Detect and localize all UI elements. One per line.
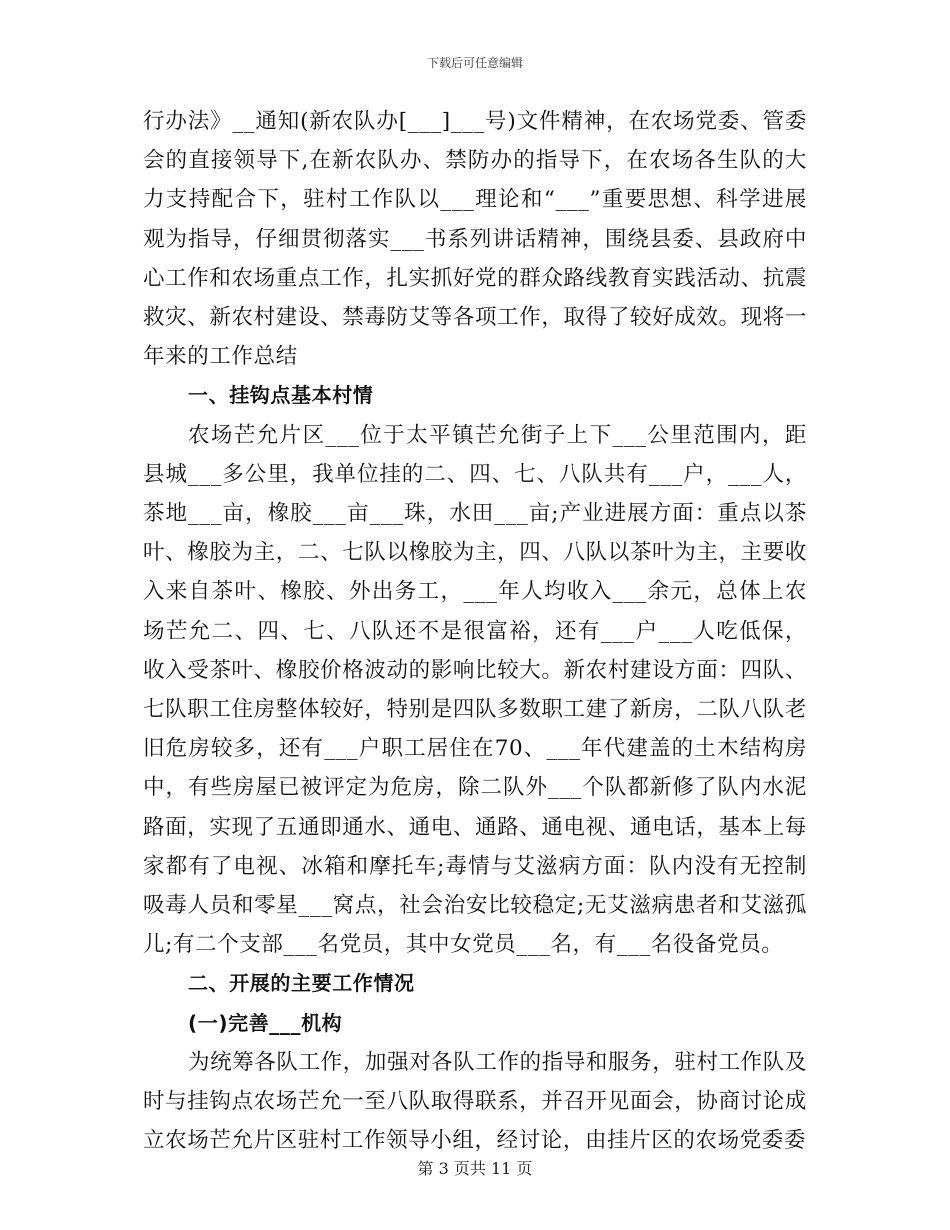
organization-paragraph: 为统筹各队工作，加强对各队工作的指导和服务，驻村工作队及时与挂钩点农场芒允一至八队取得联系，并召开见面会，协商讨论成立农场芒允片区驻村工作领导小组，经讨论，由挂片区的农场党委委: [143, 1049, 807, 1154]
intro-paragraph: 行办法》__通知(新农队办[___]___号)文件精神，在农场党委、管委会的直接领导下,在新农队办、禁防办的指导下，在农场各生队的大力支持配合下，驻村工作队以___理论和“___”重要思想、科学进展观为指导，仔细贯彻落实___书系列讲话精神，围绕县委、县政府中心工作和农场重点工作，扎实抓好党的群众路线教育实践活动、抗震救灾、新农村建设、禁毒防艾等各项工作，取得了较好成效。现将一年来的工作总结: [143, 109, 807, 370]
section-heading-village-info: 一、挂钩点基本村情: [188, 383, 374, 408]
page-footer: 第 3 页共 11 页: [417, 1159, 533, 1178]
subsection-heading-organization: (一)完善___机构: [188, 1010, 343, 1035]
section-heading-main-work: 二、开展的主要工作情况: [188, 971, 415, 996]
village-info-paragraph: 农场芒允片区___位于太平镇芒允街子上下___公里范围内，距县城___多公里，我单位挂的二、四、七、八队共有___户，___人，茶地___亩，橡胶___亩___珠，水田___亩;产业进展方面：重点以茶叶、橡胶为主，二、七队以橡胶为主，四、八队以茶叶为主，主要收入来自茶叶、橡胶、外出务工，___年人均收入___余元，总体上农场芒允二、四、七、八队还不是很富裕，还有___户___人吃低保，收入受茶叶、橡胶价格波动的影响比较大。新农村建设方面：四队、七队职工住房整体较好，特别是四队多数职工建了新房，二队八队老旧危房较多，还有___户职工居住在70、___年代建盖的土木结构房中，有些房屋已被评定为危房，除二队外___个队都新修了队内水泥路面，实现了五通即通水、通电、通路、通电视、通电话，基本上每家都有了电视、冰箱和摩托车;毒情与艾滋病方面：队内没有无控制吸毒人员和零星___窝点，社会治安比较稳定;无艾滋病患者和艾滋孤儿;有二个支部___名党员，其中女党员___名，有___名役备党员。: [143, 422, 807, 958]
document-body: [143, 102, 807, 1160]
page-header: 下载后可任意编辑: [426, 56, 523, 70]
